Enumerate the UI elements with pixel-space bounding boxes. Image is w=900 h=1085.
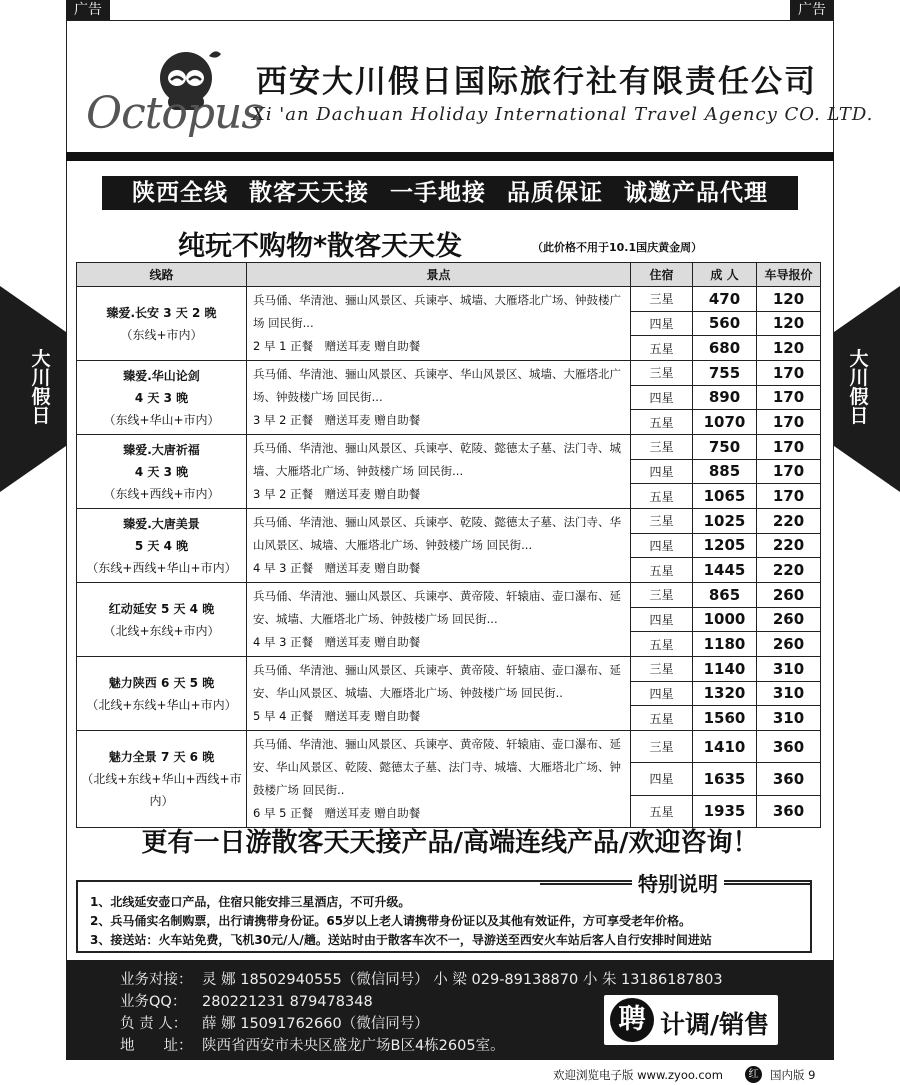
adult-price-cell: 1065 — [693, 484, 757, 509]
meals-info: 3 早 2 正餐 赠送耳麦 赠自助餐 — [253, 413, 421, 427]
route-lines: （北线+东线+华山+市内） — [86, 697, 237, 712]
table-row — [77, 731, 821, 763]
edition-dot: 红 — [745, 1066, 762, 1083]
guide-price-cell: 310 — [757, 681, 821, 706]
hiring-char: 聘 — [610, 998, 654, 1042]
table-row — [77, 435, 821, 460]
route-cell — [77, 509, 247, 583]
guide-price-cell: 170 — [757, 385, 821, 410]
slogan-note: （此价格不用于10.1国庆黄金周） — [532, 241, 703, 254]
tour-price-table — [76, 262, 821, 828]
guide-price-cell: 170 — [757, 361, 821, 386]
sights-cell — [247, 657, 631, 731]
route-lines: （东线+市内） — [120, 327, 203, 342]
route-cell — [77, 583, 247, 657]
service-banner: 陕西全线 散客天天接 一手地接 品质保证 诚邀产品代理 — [102, 176, 798, 210]
route-name: 臻爱.大唐祈福 — [123, 442, 200, 457]
table-row — [77, 287, 821, 312]
adult-price-cell: 560 — [693, 311, 757, 336]
contact-address — [120, 1034, 505, 1055]
meals-info: 3 早 2 正餐 赠送耳麦 赠自助餐 — [253, 487, 421, 501]
side-tab-right — [834, 286, 900, 492]
company-name-en: Xi 'an Dachuan Holiday International Travel Agency CO. LTD. — [252, 104, 874, 125]
table-header-row — [77, 263, 821, 287]
side-tab-left — [0, 286, 66, 492]
hotel-star-cell: 三星 — [631, 509, 693, 534]
route-name: 魅力全景 7 天 6 晚 — [108, 750, 215, 764]
adult-price-cell: 470 — [693, 287, 757, 312]
sights-list: 兵马俑、华清池、骊山风景区、兵谏亭、华山风景区、城墙、大雁塔北广场、钟鼓楼广场 回民街... — [253, 367, 621, 404]
route-name: 红动延安 5 天 4 晚 — [108, 601, 215, 616]
sights-list: 兵马俑、华清池、骊山风景区、兵谏亭、黄帝陵、轩辕庙、壶口瀑布、延安、华山风景区、乾陵、懿德太子墓、法门寺、城墙、大雁塔北广场、钟鼓楼广场 回民街.. — [253, 737, 621, 797]
hotel-star-cell: 四星 — [631, 763, 693, 795]
route-cell — [77, 731, 247, 828]
contact-label: 业务QQ： — [120, 994, 187, 1010]
guide-price-cell: 260 — [757, 583, 821, 608]
hotel-star-cell: 四星 — [631, 533, 693, 558]
guide-price-cell: 170 — [757, 459, 821, 484]
guide-price-cell: 120 — [757, 311, 821, 336]
hotel-star-cell: 三星 — [631, 287, 693, 312]
header-guide: 车导报价 — [757, 263, 821, 287]
edition-label: 国内版 9 — [770, 1068, 816, 1082]
hotel-star-cell: 五星 — [631, 632, 693, 657]
note-item: 3、接送站：火车站免费，飞机30元/人/趟。送站时由于散客车次不一，导游送至西安火车站后客人自行安排时间进站 — [90, 933, 712, 947]
sights-list: 兵马俑、华清池、骊山风景区、兵谏亭、城墙、大雁塔北广场、钟鼓楼广场 回民街... — [253, 293, 621, 330]
hotel-star-cell: 四星 — [631, 681, 693, 706]
adult-price-cell: 1025 — [693, 509, 757, 534]
hotel-star-cell: 五星 — [631, 336, 693, 361]
hotel-star-cell: 五星 — [631, 558, 693, 583]
guide-price-cell: 310 — [757, 657, 821, 682]
header-route: 线路 — [77, 263, 247, 287]
hotel-star-cell: 五星 — [631, 795, 693, 827]
contact-label: 地 址： — [120, 1038, 193, 1054]
contact-value: 陕西省西安市未央区盛龙广场B区4栋2605室。 — [202, 1038, 505, 1054]
hotel-star-cell: 三星 — [631, 657, 693, 682]
contact-value: 280221231 879478348 — [202, 994, 373, 1010]
route-lines: （东线+华山+市内） — [103, 412, 220, 427]
route-lines: （东线+西线+市内） — [103, 486, 220, 501]
hiring-badge — [604, 995, 778, 1045]
guide-price-cell: 260 — [757, 632, 821, 657]
meals-info: 2 早 1 正餐 赠送耳麦 赠自助餐 — [253, 339, 421, 353]
notes-list — [90, 893, 712, 950]
side-tab-text: 大川假日 — [31, 348, 51, 427]
guide-price-cell: 120 — [757, 336, 821, 361]
contact-business — [120, 968, 723, 989]
slogan: 纯玩不购物*散客天天发 — [178, 231, 463, 262]
route-name: 臻爱.华山论剑 — [123, 368, 200, 383]
hotel-star-cell: 三星 — [631, 361, 693, 386]
guide-price-cell: 310 — [757, 706, 821, 731]
note-item: 1、北线延安壶口产品，住宿只能安排三星酒店，不可升级。 — [90, 895, 411, 909]
browse-electronic-edition: 欢迎浏览电子版 www.zyoo.com — [553, 1068, 723, 1082]
ad-label-left: 广告 — [66, 0, 110, 20]
adult-price-cell: 1205 — [693, 533, 757, 558]
side-tab-text: 大川假日 — [849, 348, 869, 427]
route-name: 臻爱.长安 3 天 2 晚 — [106, 305, 217, 320]
route-cell — [77, 361, 247, 435]
contact-label: 负 责 人： — [120, 1016, 188, 1032]
sights-list: 兵马俑、华清池、骊山风景区、兵谏亭、乾陵、懿德太子墓、法门寺、华山风景区、城墙、大雁塔北广场、钟鼓楼广场 回民街... — [253, 515, 621, 552]
adult-price-cell: 865 — [693, 583, 757, 608]
adult-price-cell: 890 — [693, 385, 757, 410]
adult-price-cell: 1320 — [693, 681, 757, 706]
guide-price-cell: 220 — [757, 509, 821, 534]
guide-price-cell: 360 — [757, 731, 821, 763]
guide-price-cell: 260 — [757, 607, 821, 632]
header-divider — [66, 152, 834, 161]
hotel-star-cell: 三星 — [631, 583, 693, 608]
tour-table-body — [77, 287, 821, 828]
route-cell — [77, 657, 247, 731]
meals-info: 5 早 4 正餐 赠送耳麦 赠自助餐 — [253, 709, 421, 723]
company-name-cn: 西安大川假日国际旅行社有限责任公司 — [256, 64, 817, 100]
hotel-star-cell: 五星 — [631, 484, 693, 509]
adult-price-cell: 1635 — [693, 763, 757, 795]
guide-price-cell: 220 — [757, 558, 821, 583]
hiring-text: 计调/销售 — [660, 1010, 770, 1039]
table-row — [77, 509, 821, 534]
hotel-star-cell: 五星 — [631, 410, 693, 435]
adult-price-cell: 1070 — [693, 410, 757, 435]
sights-cell — [247, 731, 631, 828]
adult-price-cell: 1000 — [693, 607, 757, 632]
guide-price-cell: 360 — [757, 795, 821, 827]
guide-price-cell: 170 — [757, 435, 821, 460]
adult-price-cell: 1180 — [693, 632, 757, 657]
sights-cell — [247, 435, 631, 509]
contact-qq — [120, 990, 373, 1011]
hotel-star-cell: 五星 — [631, 706, 693, 731]
guide-price-cell: 170 — [757, 484, 821, 509]
adult-price-cell: 680 — [693, 336, 757, 361]
guide-price-cell: 170 — [757, 410, 821, 435]
header-adult: 成 人 — [693, 263, 757, 287]
more-products-line: 更有一日游散客天天接产品/高端连线产品/欢迎咨询！ — [141, 828, 759, 858]
hotel-star-cell: 三星 — [631, 435, 693, 460]
sights-cell — [247, 361, 631, 435]
meals-info: 4 早 3 正餐 赠送耳麦 赠自助餐 — [253, 635, 421, 649]
hotel-star-cell: 三星 — [631, 731, 693, 763]
adult-price-cell: 885 — [693, 459, 757, 484]
route-duration: 5 天 4 晚 — [134, 538, 189, 553]
table-row — [77, 657, 821, 682]
route-name: 臻爱.大唐美景 — [123, 516, 200, 531]
route-lines: （北线+东线+市内） — [103, 623, 220, 638]
route-cell — [77, 287, 247, 361]
route-lines: （东线+西线+华山+市内） — [86, 560, 237, 575]
adult-price-cell: 1935 — [693, 795, 757, 827]
route-duration: 4 天 3 晚 — [134, 390, 189, 405]
guide-price-cell: 360 — [757, 763, 821, 795]
logo-wordmark: Octopus — [86, 88, 263, 139]
ad-label-right: 广告 — [790, 0, 834, 20]
hotel-star-cell: 四星 — [631, 459, 693, 484]
hotel-star-cell: 四星 — [631, 607, 693, 632]
meals-info: 4 早 3 正餐 赠送耳麦 赠自助餐 — [253, 561, 421, 575]
guide-price-cell: 120 — [757, 287, 821, 312]
adult-price-cell: 755 — [693, 361, 757, 386]
adult-price-cell: 1445 — [693, 558, 757, 583]
header-hotel: 住宿 — [631, 263, 693, 287]
hotel-star-cell: 四星 — [631, 385, 693, 410]
contact-value: 薛 娜 15091762660（微信同号） — [202, 1016, 429, 1032]
adult-price-cell: 1140 — [693, 657, 757, 682]
contact-manager — [120, 1012, 429, 1033]
contact-value: 灵 娜 18502940555（微信同号） 小 梁 029-89138870 小 朱 13186187803 — [202, 972, 723, 988]
notes-title: 特别说明 — [632, 868, 724, 897]
note-item: 2、兵马俑实名制购票，出行请携带身份证。65岁以上老人请携带身份证以及其他有效证件，方可享受老年价格。 — [90, 914, 692, 928]
meals-info: 6 早 5 正餐 赠送耳麦 赠自助餐 — [253, 806, 421, 820]
hotel-star-cell: 四星 — [631, 311, 693, 336]
route-cell — [77, 435, 247, 509]
sights-list: 兵马俑、华清池、骊山风景区、兵谏亭、黄帝陵、轩辕庙、壶口瀑布、延安、城墙、大雁塔北广场、钟鼓楼广场 回民街... — [253, 589, 621, 626]
route-name: 魅力陕西 6 天 5 晚 — [108, 675, 215, 690]
table-row — [77, 361, 821, 386]
route-lines: （北线+东线+华山+西线+市内） — [81, 772, 242, 808]
route-duration: 4 天 3 晚 — [134, 464, 189, 479]
adult-price-cell: 750 — [693, 435, 757, 460]
sights-cell — [247, 583, 631, 657]
guide-price-cell: 220 — [757, 533, 821, 558]
sights-cell — [247, 287, 631, 361]
sights-list: 兵马俑、华清池、骊山风景区、兵谏亭、黄帝陵、轩辕庙、壶口瀑布、延安、华山风景区、城墙、大雁塔北广场、钟鼓楼广场 回民街.. — [253, 663, 621, 700]
header-sights: 景点 — [247, 263, 631, 287]
adult-price-cell: 1410 — [693, 731, 757, 763]
table-row — [77, 583, 821, 608]
adult-price-cell: 1560 — [693, 706, 757, 731]
sights-list: 兵马俑、华清池、骊山风景区、兵谏亭、乾陵、懿德太子墓、法门寺、城墙、大雁塔北广场、钟鼓楼广场 回民街... — [253, 441, 621, 478]
contact-label: 业务对接： — [120, 972, 193, 988]
sights-cell — [247, 509, 631, 583]
